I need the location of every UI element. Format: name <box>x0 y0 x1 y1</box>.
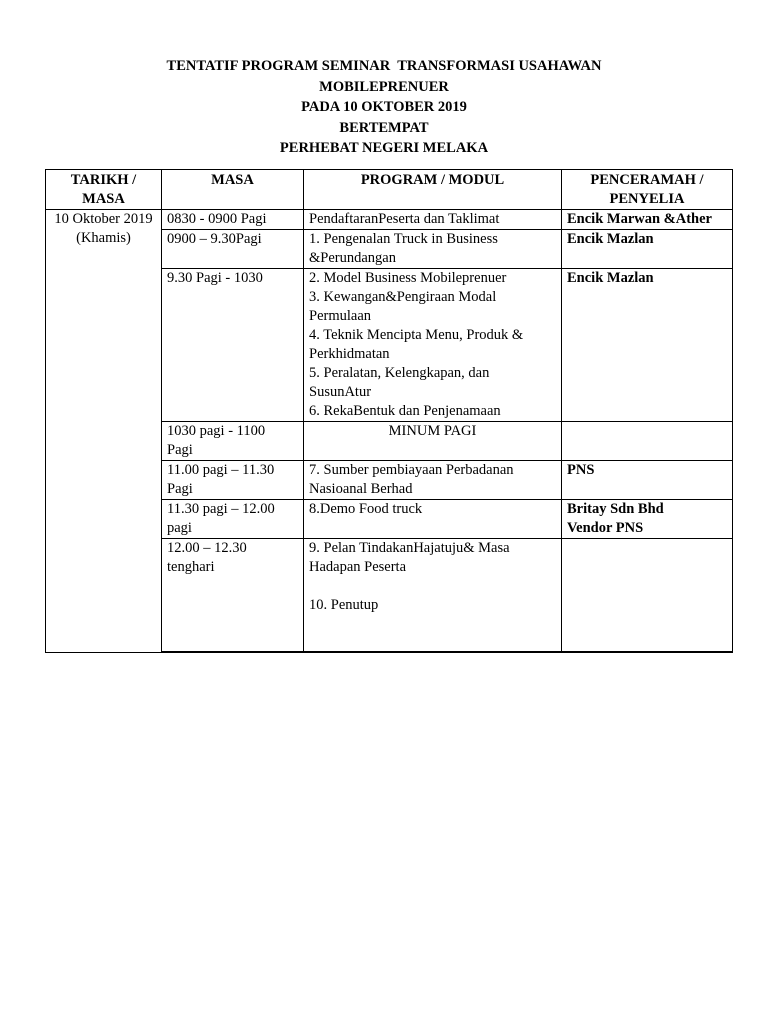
speaker-cell <box>562 269 733 422</box>
speaker-cell-line: Encik Mazlan <box>567 270 654 286</box>
program-cell-line: MINUM PAGI <box>388 423 477 439</box>
program-cell <box>304 210 562 230</box>
program-cell-line: 10. Penutup <box>309 597 379 613</box>
program-cell-line: 6. RekaBentuk dan Penjenamaan <box>309 403 501 419</box>
program-cell-line: PendaftaranPeserta dan Taklimat <box>309 211 500 227</box>
title-line-3: PADA 10 OKTOBER 2019 <box>301 99 467 115</box>
speaker-cell-line: Encik Mazlan <box>567 231 654 247</box>
speaker-cell <box>562 210 733 230</box>
time-cell-line: 12.00 – 12.30 <box>167 540 247 556</box>
program-cell-line: 3. Kewangan&Pengiraan Modal <box>309 289 497 305</box>
program-cell-line: 9. Pelan TindakanHajatuju& Masa <box>309 540 510 556</box>
program-cell-line: Nasioanal Berhad <box>309 481 413 497</box>
title-line-4: BERTEMPAT <box>339 119 429 136</box>
program-cell <box>304 500 562 539</box>
program-cell <box>304 461 562 500</box>
date-line: 10 Oktober 2019 <box>54 211 153 227</box>
time-cell-line: Pagi <box>167 442 193 458</box>
program-cell-line <box>309 577 556 596</box>
time-cell-line: 0830 - 0900 Pagi <box>167 211 267 227</box>
time-cell-line: 9.30 Pagi - 1030 <box>167 270 263 286</box>
schedule-body <box>46 210 733 653</box>
speaker-cell-line: Vendor PNS <box>567 520 644 536</box>
program-cell-line: 5. Peralatan, Kelengkapan, dan <box>309 365 490 381</box>
document-title <box>0 56 768 159</box>
program-cell-line: SusunAtur <box>309 384 372 400</box>
header-date-line-2: MASA <box>82 191 125 207</box>
speaker-cell <box>562 500 733 539</box>
speaker-cell <box>562 422 733 461</box>
program-cell-line: 4. Teknik Mencipta Menu, Produk & <box>309 327 524 343</box>
time-cell <box>162 539 304 653</box>
time-cell <box>162 500 304 539</box>
program-cell <box>304 269 562 422</box>
time-cell-line: Pagi <box>167 481 193 497</box>
program-cell-line: 8.Demo Food truck <box>309 501 423 517</box>
program-cell <box>304 230 562 269</box>
time-cell-line: pagi <box>167 520 192 536</box>
date-cell <box>46 210 162 653</box>
header-date-line-1: TARIKH / <box>70 172 137 188</box>
program-cell <box>304 539 562 653</box>
time-cell <box>162 422 304 461</box>
program-cell-line: Permulaan <box>309 308 372 324</box>
time-cell <box>162 210 304 230</box>
title-line-1: TENTATIF PROGRAM SEMINAR TRANSFORMASI USAHAWAN <box>166 58 602 74</box>
title-line-2: MOBILEPRENUER <box>319 78 449 95</box>
time-cell-line: tenghari <box>167 559 215 575</box>
schedule-table <box>45 169 733 653</box>
speaker-cell <box>562 539 733 653</box>
speaker-cell-line: Encik Marwan &Ather <box>567 211 712 227</box>
time-cell-line: 0900 – 9.30Pagi <box>167 231 262 247</box>
header-speaker <box>562 170 733 210</box>
time-cell <box>162 230 304 269</box>
header-time: MASA <box>162 170 304 210</box>
time-cell-line: 1030 pagi - 1100 <box>167 423 266 439</box>
time-cell-line: 11.00 pagi – 11.30 <box>167 462 275 478</box>
header-speaker-line-1: PENCERAMAH / <box>590 172 704 188</box>
header-speaker-line-2: PENYELIA <box>609 191 685 207</box>
day-line: (Khamis) <box>76 230 131 246</box>
speaker-cell <box>562 230 733 269</box>
program-cell-line: &Perundangan <box>309 250 396 266</box>
program-cell-line: 1. Pengenalan Truck in Business <box>309 231 498 247</box>
program-cell-line: Hadapan Peserta <box>309 559 407 575</box>
time-cell <box>162 269 304 422</box>
program-cell-line: 7. Sumber pembiayaan Perbadanan <box>309 462 514 478</box>
speaker-cell-line: PNS <box>567 462 595 478</box>
speaker-cell-line: Britay Sdn Bhd <box>567 501 664 517</box>
table-row <box>46 210 733 230</box>
program-cell <box>304 422 562 461</box>
title-line-5: PERHEBAT NEGERI MELAKA <box>279 140 489 156</box>
time-cell <box>162 461 304 500</box>
program-cell-line: 2. Model Business Mobileprenuer <box>309 270 507 286</box>
program-cell-line: Perkhidmatan <box>309 346 390 362</box>
speaker-cell <box>562 461 733 500</box>
header-program: PROGRAM / MODUL <box>304 170 562 210</box>
header-date <box>46 170 162 210</box>
header-row <box>46 170 733 210</box>
time-cell-line: 11.30 pagi – 12.00 <box>167 501 275 517</box>
